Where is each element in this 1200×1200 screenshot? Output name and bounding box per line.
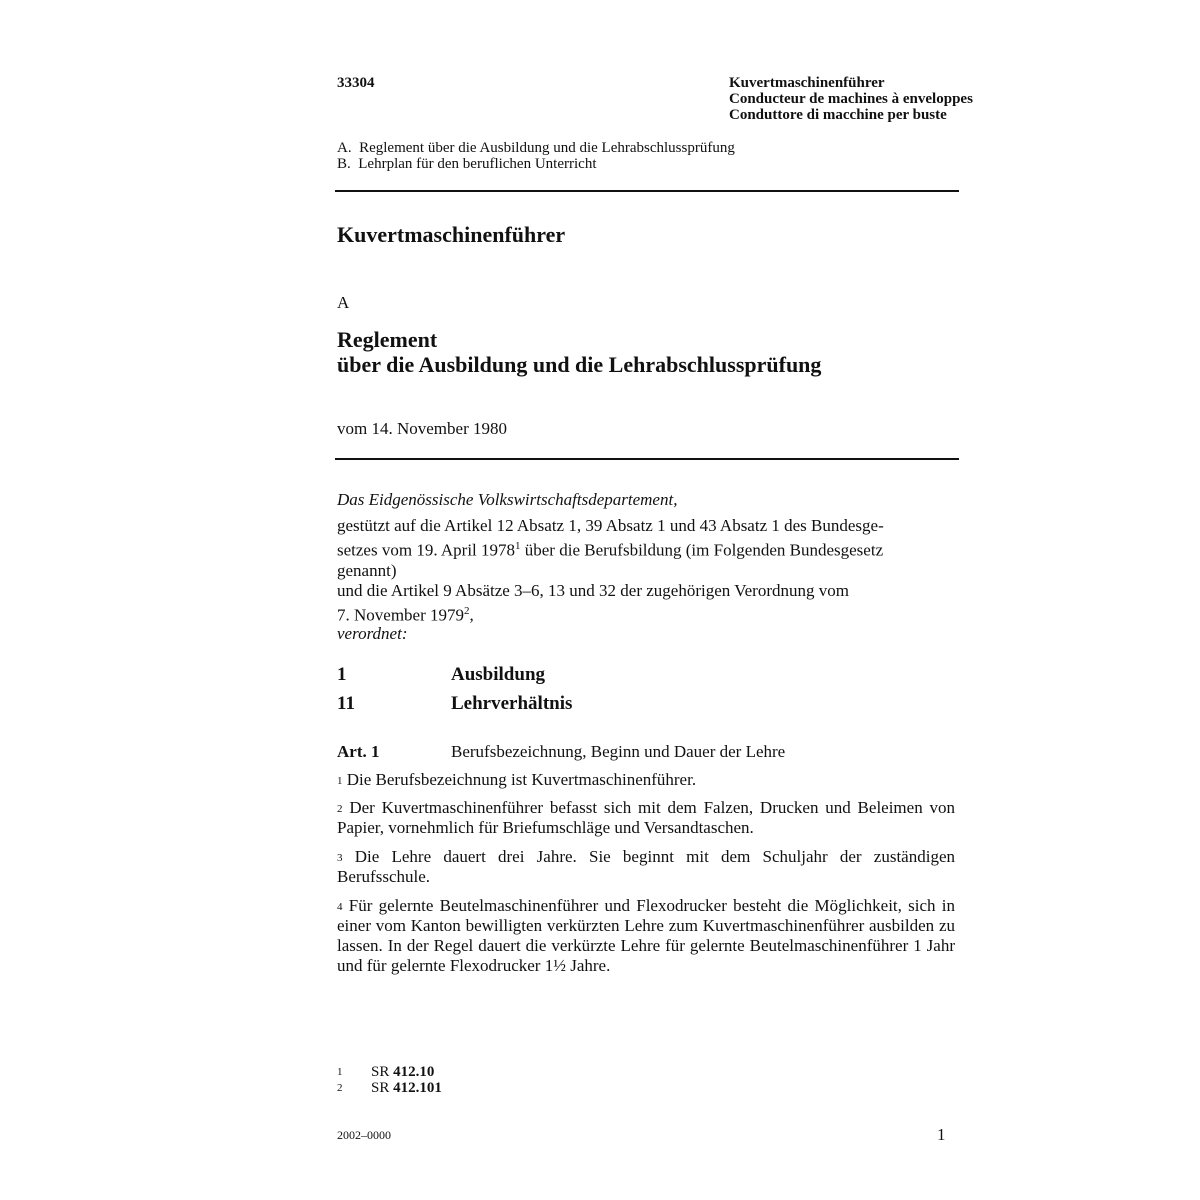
contents-item-b: B. Lehrplan für den beruflichen Unterricht — [337, 156, 597, 172]
article-label: Art. 1 — [337, 742, 380, 761]
article-paragraph — [337, 798, 955, 838]
subsection-number: 11 — [337, 693, 355, 714]
header-title-fr: Conducteur de machines à enveloppes — [729, 91, 973, 107]
preamble-basis-line: gestützt auf die Artikel 12 Absatz 1, 39 Absatz 1 und 43 Absatz 1 des Bundesge- — [337, 516, 884, 535]
section-title: Ausbildung — [451, 664, 546, 685]
part-letter: A — [337, 293, 350, 312]
preamble-basis — [337, 516, 957, 625]
preamble-basis-text: , — [469, 605, 474, 625]
enactment-date: vom 14. November 1980 — [337, 419, 507, 438]
reglement-title-line-2: über die Ausbildung und die Lehrabschlussprüfung — [337, 352, 822, 377]
middle-rule — [335, 458, 959, 460]
paragraph-number: 1 — [337, 775, 343, 787]
footer-code: 2002–0000 — [337, 1128, 391, 1142]
paragraph-number: 2 — [337, 803, 343, 815]
header-titles — [729, 75, 973, 123]
footnote-ref-1[interactable]: 1 — [515, 540, 521, 552]
top-rule — [335, 190, 959, 192]
footnote-reference: 412.10 — [393, 1064, 435, 1080]
document-number: 33304 — [337, 75, 375, 91]
reglement-title — [337, 327, 821, 377]
paragraph-number: 3 — [337, 852, 343, 864]
preamble-basis-text: 7. November 1979 — [337, 605, 465, 625]
subsection-title: Lehrverhältnis — [451, 693, 573, 714]
footnote — [337, 1064, 434, 1080]
preamble-verb: verordnet: — [337, 624, 408, 643]
preamble-basis-text: über die Berufsbildung (im Folgenden Bundesgesetz — [520, 540, 884, 560]
footnote-prefix: SR — [371, 1064, 394, 1080]
header-title-it: Conduttore di macchine per buste — [729, 107, 947, 123]
paragraph-text: Für gelernte Beutelmaschinenführer und Flexodrucker besteht die Möglichkeit, sich in einer vom Kanton bewilligten verkürzten Lehre zum Kuvertmaschinenführer ausbilden zu lassen. In der Regel dauert die verkürzte Lehre für gelernte Beutelmaschinenführer 1 Jahr und für gelernte Flexodrucker 1½ Jahre. — [337, 896, 956, 975]
page-number: 1 — [937, 1125, 946, 1144]
preamble-basis-line: genannt) — [337, 560, 397, 580]
paragraph-number: 4 — [337, 901, 343, 913]
footnote-ref-2[interactable]: 2 — [464, 604, 470, 617]
paragraph-text: Die Berufsbezeichnung ist Kuvertmaschinenführer. — [346, 770, 697, 789]
footnote-reference: 412.101 — [393, 1080, 442, 1096]
contents-item-a: A. Reglement über die Ausbildung und die Lehrabschlussprüfung — [337, 140, 735, 156]
reglement-title-line-1: Reglement — [337, 327, 438, 352]
contents-list — [337, 140, 735, 172]
preamble-basis-line — [337, 601, 957, 626]
article-title: Berufsbezeichnung, Beginn und Dauer der Lehre — [451, 742, 786, 761]
footnote-number: 2 — [337, 1082, 343, 1094]
preamble-authority: Das Eidgenössische Volkswirtschaftsdepartement, — [337, 490, 678, 509]
paragraph-text: Die Lehre dauert drei Jahre. Sie beginnt mit dem Schuljahr der zuständigen Berufsschule. — [337, 847, 955, 886]
paragraph-text: Der Kuvertmaschinenführer befasst sich mit dem Falzen, Drucken und Beleimen von Papier, vornehmlich für Briefumschläge und Versandtaschen. — [337, 798, 956, 837]
preamble-basis-text: setzes vom 19. April 1978 — [337, 540, 516, 560]
preamble-basis-line — [337, 536, 957, 561]
main-title: Kuvertmaschinenführer — [337, 222, 566, 247]
footnote-number: 1 — [337, 1066, 343, 1078]
footnote-prefix: SR — [371, 1080, 394, 1096]
preamble-basis-line: und die Artikel 9 Absätze 3–6, 13 und 32 der zugehörigen Verordnung vom — [337, 580, 849, 600]
article-paragraph — [337, 847, 955, 887]
header-title-de: Kuvertmaschinenführer — [729, 75, 885, 91]
article-paragraph — [337, 770, 955, 790]
footnote — [337, 1080, 442, 1096]
section-number: 1 — [337, 664, 347, 685]
article-paragraph — [337, 896, 955, 976]
